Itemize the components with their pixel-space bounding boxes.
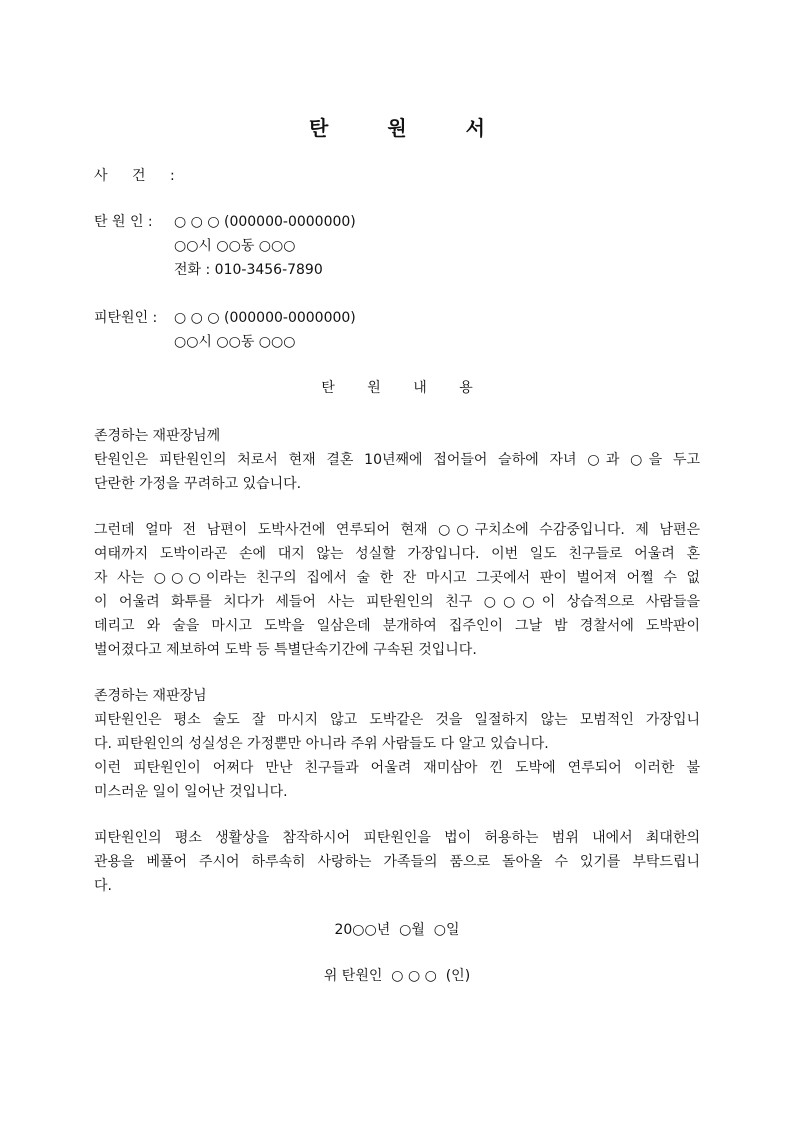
paragraph-line: 단란한 가정을 꾸려하고 있습니다. [94,476,302,492]
document-title: 탄 원 서 [309,116,511,140]
paragraph-line: 미스러운 일이 일어난 것입니다. [94,784,288,800]
paragraph-line: 그런데 얼마 전 남편이 도박사건에 연루되어 현재 ○○구치소에 수감중입니다. 제 남편은 [94,522,700,538]
paragraph-line: 관용을 베풀어 주시어 하루속히 사랑하는 가족들의 품으로 돌아올 수 있기를 부탁드립니 [94,854,700,870]
paragraph-line: 존경하는 재판장님께 [94,428,221,444]
respondent-address: ○○시 ○○동 ○○○ [174,334,296,350]
respondent-name-id: ○ ○ ○ (000000-0000000) [174,310,356,326]
case-row [94,166,185,186]
paragraph-line: 피탄원인의 평소 생활상을 참작하시어 피탄원인을 법이 허용하는 범위 내에서 최대한의 [94,830,700,846]
paragraph-line: 탄원인은 피탄원인의 처로서 현재 결혼 10년째에 접어들어 슬하에 자녀 ○과 ○을 두고 [94,452,700,468]
paragraph-line: 이런 피탄원인이 어쩌다 만난 친구들과 어울려 재미삼아 낀 도박에 연루되어 이러한 불 [94,760,700,776]
case-label: 사 건 : [94,168,185,184]
petitioner-address: ○○시 ○○동 ○○○ [174,238,296,254]
paragraph-line: 존경하는 재판장님 [94,688,207,704]
paragraph-line: 데리고 와 술을 마시고 도박을 일삼은데 분개하여 집주인이 그날 밤 경찰서에 도박판이 [94,618,700,634]
respondent-label: 피탄원인 : [94,310,158,326]
paragraph-line: 자 사는 ○○○이라는 친구의 집에서 술 한 잔 마시고 그곳에서 판이 벌어져 어쩔 수 없 [94,570,700,586]
petitioner-signature: 위 탄원인 ○ ○ ○ (인) [323,968,471,984]
petitioner-name-id: ○ ○ ○ (000000-0000000) [174,214,356,230]
paragraph-line: 피탄원인은 평소 술도 잘 마시지 않고 도박같은 것을 일절하지 않는 모범적인 가장입니 [94,712,700,728]
petition-date: 20○○년 ○월 ○일 [334,922,460,938]
petitioner-label: 탄 원 인 : [94,214,153,230]
section-title: 탄 원 내 용 [321,380,487,396]
petitioner-phone: 전화 : 010-3456-7890 [174,262,323,278]
paragraph-line: 다. 피탄원인의 성실성은 가정뿐만 아니라 주위 사람들도 다 알고 있습니다. [94,736,549,752]
paragraph-line: 벌어졌다고 제보하여 도박 등 특별단속기간에 구속된 것입니다. [94,642,477,658]
paragraph-line: 다. [94,878,112,894]
paragraph-line: 여태까지 도박이라곤 손에 대지 않는 성실할 가장입니다. 이번 일도 친구들로 어울려 혼 [94,546,700,562]
paragraph-line: 이 어울려 화투를 치다가 세들어 사는 피탄원인의 친구 ○○○이 상습적으로 사람들을 [94,594,700,610]
